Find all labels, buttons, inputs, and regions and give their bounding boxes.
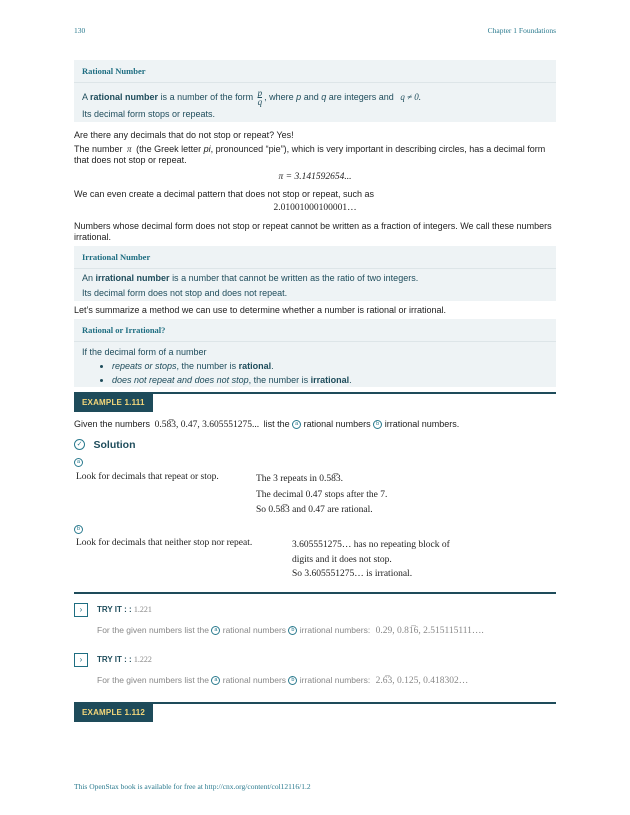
try-it-1-expand-button[interactable]: ›	[74, 603, 88, 617]
example-111-end-rule	[74, 592, 556, 594]
irrational-number-box	[74, 246, 556, 301]
try-it-1-text: For the given numbers list the a rational numbers b irrational numbers: 0.29, 0.81̅6, 2.515115111….	[97, 625, 484, 636]
part-a-marker	[74, 457, 83, 467]
decision-intro: If the decimal form of a number	[82, 347, 207, 357]
rational-definition: A rational number is a number of the form $\frac{p}{q}$ , where p and q are integers and q ≠ 0.	[82, 88, 422, 108]
part-a-step: The decimal 0.47 stops after the 7.	[256, 489, 388, 500]
summary-paragraph: Let’s summarize a method we can use to determine whether a number is rational or irrational.	[74, 305, 447, 315]
marker-b-icon: b	[288, 626, 297, 635]
irrational-decimal-note: Its decimal form does not stop and does not repeat.	[82, 288, 288, 298]
part-b-steps	[292, 538, 450, 582]
part-b-step: So 3.605551275… is irrational.	[292, 569, 413, 579]
part-b-step: digits and it does not stop.	[292, 554, 392, 565]
part-a-step: So 0.58̅3 and 0.47 are rational.	[256, 505, 373, 515]
marker-a-icon: a	[211, 626, 220, 635]
part-b-step: 3.605551275… has no repeating block of	[292, 540, 450, 550]
marker-b-icon: b	[288, 676, 297, 685]
irrational-intro-paragraph: Numbers whose decimal form does not stop or repeat cannot be written as a fraction of integers. We call these numbers irrational.	[74, 221, 552, 242]
part-a-step: The 3 repeats in 0.58̅3.	[256, 474, 344, 484]
try-it-1-label: TRY IT : : 1.221	[97, 605, 152, 614]
pi-paragraph: The number π (the Greek letter pi, pronounced “pie”), which is very important in describing circles, has a decimal form that does not stop or repeat.	[74, 144, 546, 165]
example-112-banner: EXAMPLE 1.112	[74, 704, 153, 722]
try-it-2-text: For the given numbers list the a rational numbers b irrational numbers: 2.6̅3, 0.125, 0.418302…	[97, 675, 469, 686]
rational-number-box	[74, 60, 556, 122]
marker-a-icon: a	[211, 676, 220, 685]
example-111-prompt: Given the numbers 0.58̅3, 0.47, 3.605551275... list the a rational numbers b irrational numbers.	[74, 419, 460, 430]
chapter-title: Chapter 1 Foundations	[487, 26, 556, 35]
pattern-equation: 2.01001000100001…	[273, 203, 357, 213]
irrational-definition: An irrational number is a number that cannot be written as the ratio of two integers.	[82, 273, 419, 283]
example-111-banner: EXAMPLE 1.111	[74, 394, 153, 412]
part-b-instruction: Look for decimals that neither stop nor repeat.	[76, 538, 253, 548]
pattern-paragraph: We can even create a decimal pattern that does not stop or repeat, such as	[74, 189, 375, 199]
rational-number-title: Rational Number	[74, 60, 556, 83]
question-paragraph: Are there any decimals that do not stop or repeat? Yes!	[74, 130, 294, 140]
try-it-2-label: TRY IT : : 1.222	[97, 655, 152, 664]
solution-heading[interactable]: ✓ Solution	[74, 437, 136, 451]
check-circle-icon: ✓	[74, 439, 85, 450]
pi-equation: π = 3.141592654...	[278, 172, 352, 182]
rational-rule-item: • repeats or stops, the number is rational.	[112, 359, 556, 373]
irrational-number-title: Irrational Number	[74, 246, 556, 269]
rational-or-irrational-title: Rational or Irrational?	[74, 319, 556, 342]
part-a-steps	[256, 472, 387, 519]
footer-note: This OpenStax book is available for free at http://cnx.org/content/col12116/1.2	[74, 782, 311, 791]
marker-a-icon: a	[74, 458, 83, 467]
fraction-p-over-q: $\frac{p}{q}$	[257, 88, 263, 108]
page-number: 130	[74, 26, 86, 35]
part-b-marker	[74, 524, 83, 534]
part-a-instruction: Look for decimals that repeat or stop.	[76, 472, 219, 482]
irrational-rule-item: • does not repeat and does not stop, the number is irrational.	[112, 373, 556, 387]
marker-b-icon: b	[74, 525, 83, 534]
try-it-2-expand-button[interactable]: ›	[74, 653, 88, 667]
marker-a-icon: a	[292, 420, 301, 429]
marker-b-icon: b	[373, 420, 382, 429]
rational-decimal-note: Its decimal form stops or repeats.	[82, 109, 216, 119]
rational-or-irrational-box	[74, 319, 556, 387]
